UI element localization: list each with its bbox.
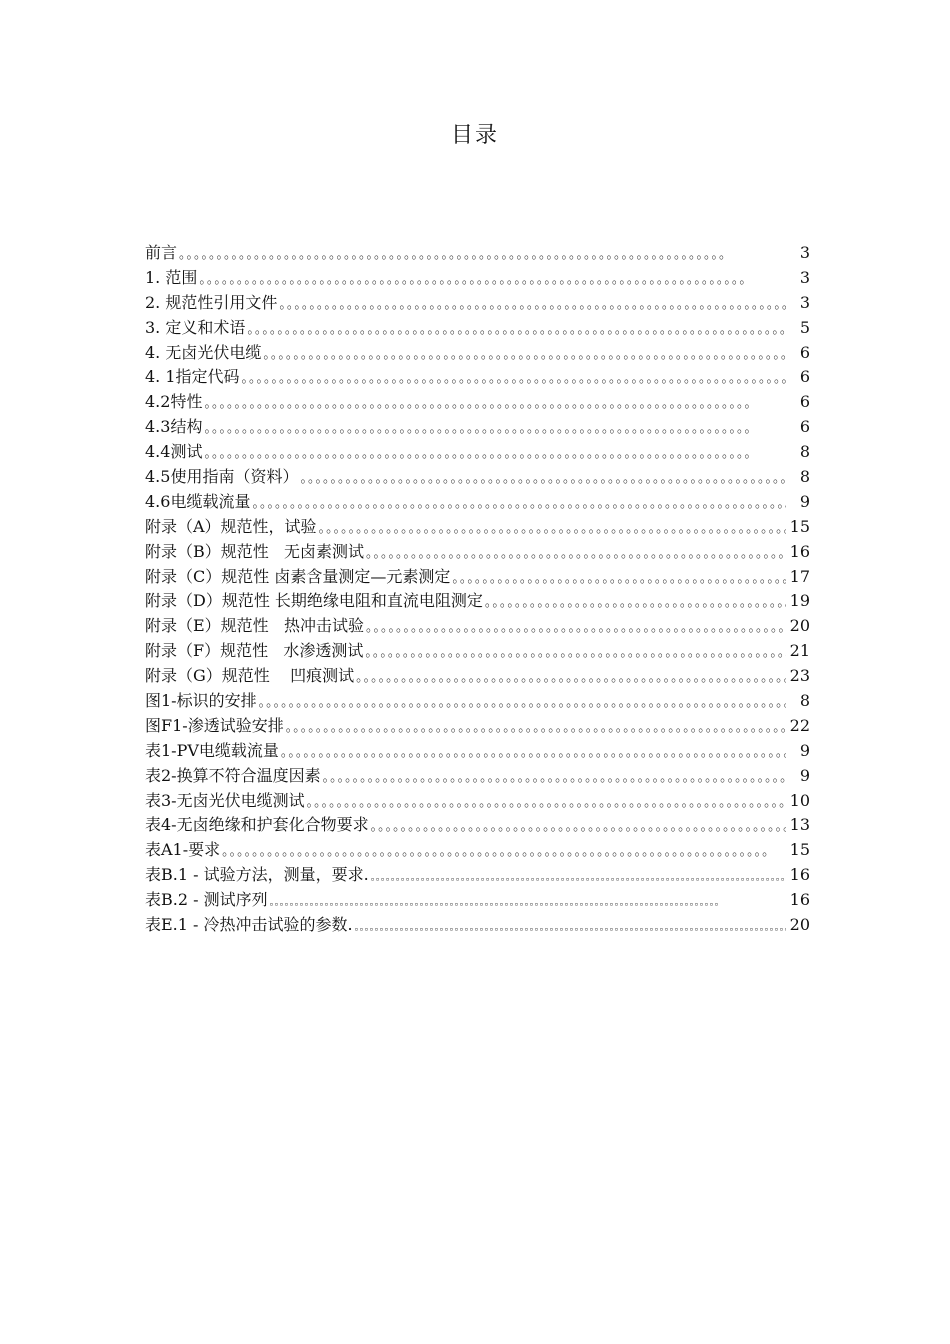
toc-leader-dots [204,392,786,411]
toc-entry-label: 表4-无卤绝缘和护套化合物要求 [145,815,369,835]
toc-leader-dots [204,442,786,461]
toc-leader-dots [307,791,786,810]
toc-leader-dots [371,815,786,834]
toc-entry-label: 1. 范围 [145,267,198,287]
toc-leader-dots [281,741,786,760]
toc-entry-page: 5 [799,317,810,337]
toc-entry [145,364,810,389]
toc-entry-label: 表3-无卤光伏电缆测试 [145,790,305,810]
toc-entry [145,663,810,688]
toc-leader-dots [263,343,786,362]
toc-entry [145,638,810,663]
toc-entry-label: 图1-标识的安排 [145,691,257,711]
toc-entry-label: 4.4测试 [145,442,203,462]
toc-leader-dots [452,567,786,586]
toc-entry [145,489,810,514]
toc-entry [145,464,810,489]
toc-entry-page: 8 [799,691,810,711]
toc-entry [145,812,810,837]
toc-entry [145,688,810,713]
toc-entry [145,837,810,862]
toc-entry-label: 4.6电缆载流量 [145,491,251,511]
toc-entry-label: 表B.1 - 试验方法，测量，要求. [145,865,369,885]
toc-entry-page: 8 [799,467,810,487]
toc-entry [145,240,810,265]
toc-entry [145,290,810,315]
toc-entry-label: 4.3结构 [145,417,203,437]
toc-entry-label: 附录（E）规范性 热冲击试验 [145,616,364,636]
page-title: 目录 [450,123,499,148]
toc-leader-dots [355,918,786,933]
toc-leader-dots [371,868,786,883]
toc-entry [145,539,810,564]
toc-leader-dots [485,591,786,610]
toc-leader-dots [247,318,786,337]
toc-entry-label: 附录（A）规范性，试验 [145,516,317,536]
toc-entry [145,340,810,365]
toc-entry-page: 6 [799,342,810,362]
toc-entry [145,613,810,638]
toc-entry-page: 15 [789,516,810,536]
toc-entry-label: 图F1-渗透试验安排 [145,715,284,735]
toc-entry-label: 前言 [145,243,178,262]
toc-entry [145,887,810,912]
toc-entry [145,912,810,937]
toc-entry [145,414,810,439]
toc-entry-page: 6 [799,367,810,387]
toc-entry-page: 8 [799,442,810,462]
toc-entry-label: 附录（C）规范性 卤素含量测定—元素测定 [145,566,451,586]
toc-entry-label: 2. 规范性引用文件 [145,292,278,312]
toc-entry [145,514,810,539]
toc-entry-label: 附录（D）规范性 长期绝缘电阻和直流电阻测定 [145,591,483,611]
toc-leader-dots [286,716,786,735]
toc-entry [145,564,810,589]
toc-leader-dots [356,666,786,685]
toc-leader-dots [279,293,786,312]
toc-leader-dots [366,616,786,635]
toc-entry-label: 附录（F）规范性 水渗透测试 [145,641,364,661]
toc-entry-page: 17 [789,566,810,586]
toc-entry-page: 9 [799,765,810,785]
toc-entry [145,389,810,414]
toc-entry-label: 4.5使用指南（资料） [145,467,299,487]
toc-entry-page: 23 [789,666,810,686]
toc-entry-label: 4. 无卤光伏电缆 [145,342,262,362]
toc-entry [145,315,810,340]
toc-entry-page: 22 [789,715,810,735]
toc-entry-page: 20 [789,616,810,636]
toc-entry [145,763,810,788]
toc-leader-dots [365,641,786,660]
toc-entry-label: 表B.2 - 测试序列 [145,890,268,910]
toc-entry-label: 表1-PV电缆载流量 [145,740,279,760]
toc-entry-label: 4.2特性 [145,392,203,412]
toc-entry-page: 10 [789,790,810,810]
toc-leader-dots [252,492,786,511]
toc-leader-dots [242,367,786,386]
toc-entry [145,588,810,613]
toc-leader-dots [199,268,786,287]
toc-leader-dots [366,542,786,561]
toc-entry-page: 16 [789,890,810,910]
toc-entry-page: 9 [799,740,810,760]
toc-leader-dots [270,893,786,908]
toc-entry-page: 16 [789,865,810,885]
toc-leader-dots [222,840,786,859]
toc-entry-label: 附录（B）规范性 无卤素测试 [145,541,365,561]
toc-entry-page: 3 [799,292,810,312]
toc-entry-page: 19 [789,591,810,611]
toc-leader-dots [179,243,786,262]
toc-entry-page: 20 [789,915,810,935]
toc-entry-label: 表A1-要求 [145,840,221,860]
toc-entry-page: 15 [789,840,810,860]
toc-leader-dots [323,766,786,785]
toc-entry-label: 表E.1 - 冷热冲击试验的参数. [145,915,353,935]
toc-entry-label: 表2-换算不符合温度因素 [145,765,321,785]
toc-entry-page: 9 [799,491,810,511]
toc-entry-page: 6 [799,417,810,437]
toc-entry [145,788,810,813]
toc-entry-label: 附录（G）规范性 凹痕测试 [145,666,355,686]
toc-entry-label: 4. 1指定代码 [145,367,240,387]
toc-leader-dots [300,467,786,486]
toc-entry [145,713,810,738]
toc-leader-dots [259,691,786,710]
toc-entry-page: 3 [799,267,810,287]
toc-entry-page: 16 [789,541,810,561]
toc-entry [145,862,810,887]
table-of-contents [145,240,810,937]
toc-leader-dots [319,517,786,536]
toc-entry-page: 13 [789,815,810,835]
toc-entry [145,738,810,763]
toc-entry [145,439,810,464]
toc-entry-label: 3. 定义和术语 [145,317,246,337]
toc-entry-page: 6 [799,392,810,412]
toc-leader-dots [204,417,786,436]
toc-entry-page: 21 [789,641,810,661]
toc-entry [145,265,810,290]
toc-entry-page: 3 [799,243,810,262]
